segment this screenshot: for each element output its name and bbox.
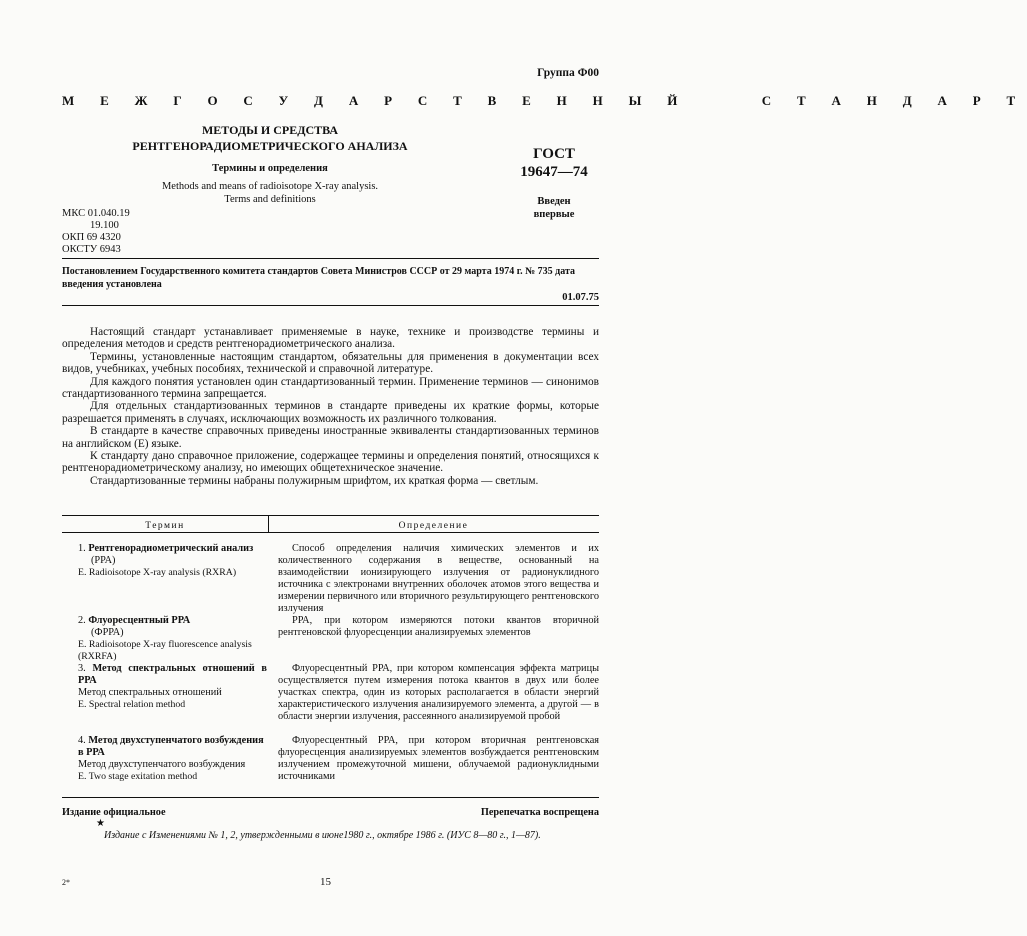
rule-top xyxy=(62,258,599,259)
gost-number: 19647—74 xyxy=(520,164,588,180)
term-entry-4 xyxy=(62,735,267,783)
sheet-mark: 2* xyxy=(62,878,70,887)
code-mks-1: МКС 01.040.19 xyxy=(62,208,130,219)
intro-paragraph: Термины, установленные настоящим стандартом, обязательны для применения в документации всех видов, учебниках, учебных пособиях, технической и справочной литературе. xyxy=(62,350,599,376)
code-okstu: ОКСТУ 6943 xyxy=(62,244,121,255)
term-name: Метод спектральных отношений в РРА xyxy=(78,663,267,686)
introduced-line-1: Введен xyxy=(537,196,571,207)
table-header-term: Термин xyxy=(145,521,185,531)
reprint-label: Перепечатка воспрещена xyxy=(480,807,599,818)
definition-text: Способ определения наличия химических элементов и их количественного содержания в веществе, основанный на взаимодействии ионизирующего излучения от радионуклидного источника с электронами внутренних оболочек атомов этого вещества и измерении первичного или вторичного результирующего рентгеновского излучения xyxy=(278,543,599,614)
table-rule-header xyxy=(62,532,599,533)
term-number: 4. xyxy=(78,735,86,746)
intro-paragraph: Для каждого понятия установлен один стандартизованный термин. Применение терминов — синонимов стандартизованного термина запрещается. xyxy=(62,375,599,401)
rule-decree xyxy=(62,305,599,306)
changes-note: Издание с Изменениями № 1, 2, утвержденными в июне1980 г., октябре 1986 г. (ИУС 8—80 г., 1—87). xyxy=(104,830,541,841)
gost-designation xyxy=(500,145,608,181)
term-short: (РРА) xyxy=(91,555,116,566)
intro-paragraph: Стандартизованные термины набраны полужирным шрифтом, их краткая форма — светлым. xyxy=(90,474,539,487)
term-number: 3. xyxy=(78,663,86,674)
intro-paragraph: Для отдельных стандартизованных терминов в стандарте приведены их краткие формы, которые разрешается применять в случаях, исключающих возможность их различного толкования. xyxy=(62,400,599,425)
page-number: 15 xyxy=(320,876,331,888)
title-english-2: Terms and definitions xyxy=(224,194,316,205)
table-rule-top xyxy=(62,515,599,516)
classification-codes xyxy=(62,208,130,256)
intro-section xyxy=(62,326,599,487)
term-short: Метод спектральных отношений xyxy=(78,687,222,698)
term-short: (ФРРА) xyxy=(91,627,124,638)
title-line-2: РЕНТГЕНОРАДИОМЕТРИЧЕСКОГО АНАЛИЗА xyxy=(132,139,408,153)
group-code: Группа Ф00 xyxy=(537,67,599,79)
intro-paragraph: В стандарте в качестве справочных приведены иностранные эквиваленты стандартизованных терминов на английском (Е) языке. xyxy=(62,425,599,450)
term-short: Метод двухступенчатого возбуждения xyxy=(78,759,246,770)
term-name: Метод двухступенчатого возбуждения в РРА xyxy=(78,735,264,758)
introduced-note xyxy=(500,195,608,221)
definition-text: Флуоресцентный РРА, при котором компенсация эффекта матрицы осуществляется путем измерения потока квантов в двух или более участках спектра, один из которых располагается в области энергий характеристического излучения анализируемого элемента, а другой — в области энергии излучения, рассеянного анализируемой пробой xyxy=(278,663,599,722)
term-english: E. Radioisotope X-ray analysis (RXRA) xyxy=(78,567,237,578)
term-entry-2 xyxy=(62,615,267,663)
definition-text: РРА, при котором измеряются потоки квантов вторичной рентгеновской флуоресценции анализируемых элементов xyxy=(278,615,599,638)
table-rule-bottom xyxy=(62,797,599,798)
definition-text: Флуоресцентный РРА, при котором вторичная рентгеновская флуоресценция анализируемых элементов возбуждается рентгеновским излучением промежуточной мишени, облучаемой радионуклидными источниками xyxy=(278,735,599,782)
term-name: Рентгенорадиометрический анализ xyxy=(88,543,254,554)
term-english: E. Two stage exitation method xyxy=(78,771,198,782)
table-header-definition: Определение xyxy=(398,521,469,531)
term-english: E. Spectral relation method xyxy=(78,699,186,710)
edition-label: Издание официальное xyxy=(62,807,166,818)
title-line-1: МЕТОДЫ И СРЕДСТВА xyxy=(201,123,339,137)
decree-date: 01.07.75 xyxy=(562,292,599,303)
gost-label: ГОСТ xyxy=(533,146,575,162)
star-icon: ★ xyxy=(96,818,105,829)
title-subtitle: Термины и определения xyxy=(212,163,328,174)
term-number: 1. xyxy=(78,543,86,554)
term-number: 2. xyxy=(78,615,86,626)
intro-paragraph: Настоящий стандарт устанавливает применяемые в науке, технике и производстве термины и определения методов и средств рентгенорадиометрического анализа. xyxy=(62,326,599,351)
term-entry-1 xyxy=(62,543,267,579)
title-english-1: Methods and means of radioisotope X-ray analysis. xyxy=(161,181,379,192)
introduced-line-2: впервые xyxy=(533,209,575,220)
standard-header-word-1: М Е Ж Г О С У Д А Р С Т В Е Н Н Ы Й xyxy=(62,93,689,108)
intro-paragraph: К стандарту дано справочное приложение, содержащее термины и определения понятий, относящихся к рентгенорадиометрическому анализу, но имеющих общетехническое значение. xyxy=(62,450,599,475)
term-name: Флуоресцентный РРА xyxy=(88,615,191,626)
code-mks-2: 19.100 xyxy=(90,220,119,231)
term-entry-3 xyxy=(62,663,267,711)
term-english: E. Radioisotope X-ray fluorescence analysis (RXRFA) xyxy=(78,639,252,662)
code-okp: ОКП 69 4320 xyxy=(62,232,121,243)
decree-text: Постановлением Государственного комитета стандартов Совета Министров СССР от 29 марта 1974 г. № 735 дата введения установлена xyxy=(62,266,576,290)
title-block xyxy=(120,122,420,206)
standard-header-word-2: С Т А Н Д А Р Т xyxy=(761,93,1027,108)
standard-header xyxy=(62,93,1027,109)
